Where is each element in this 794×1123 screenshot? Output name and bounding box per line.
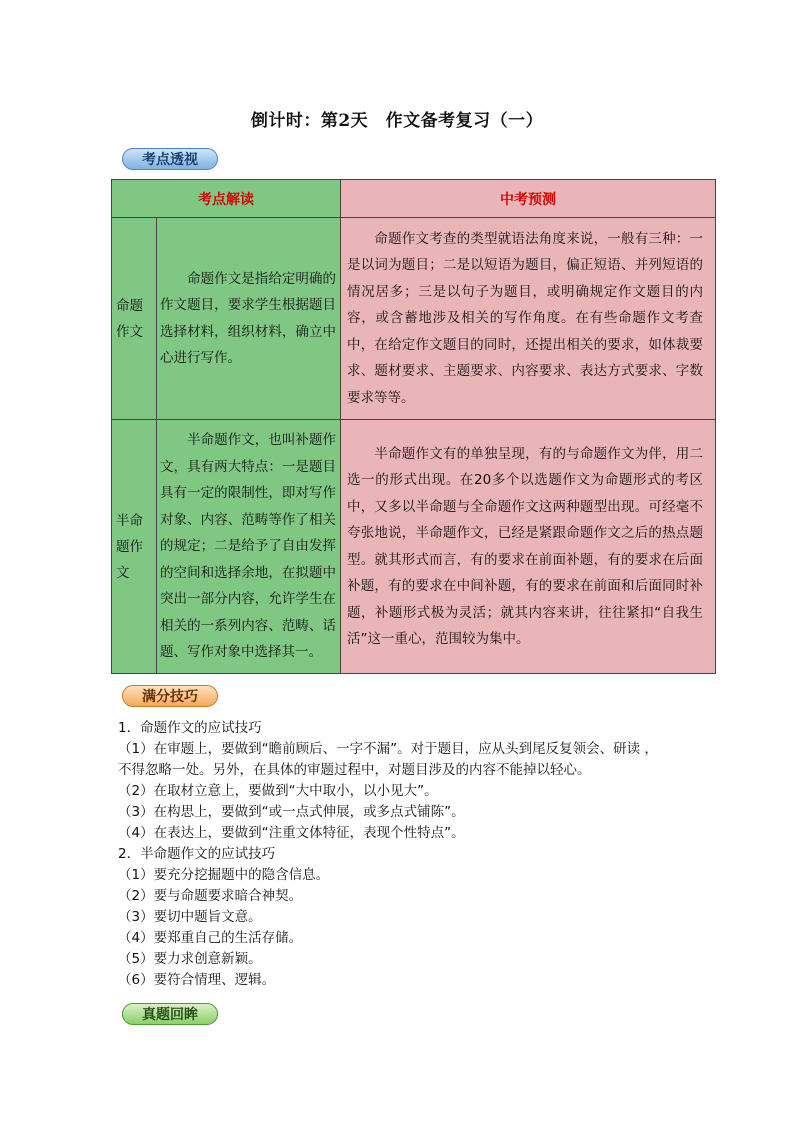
section-badge-review: 真题回眸 xyxy=(122,1003,218,1025)
prediction-cell: 命题作文考查的类型就语法角度来说，一般有三种：一是以词为题目；二是以短语为题目，偏正短语、并列短语的情况居多；三是以句子为题目，或明确规定作文题目的内容，或含蓄地涉及相关的写作角度。在有些命题作文考查中，在给定作文题目的同时，还提出相关的要求，如体裁要求、题材要求、主题要求、内容要求、表达方式要求、字数要求等等。 xyxy=(341,218,716,420)
tips-heading: 2．半命题作文的应试技巧 xyxy=(118,846,276,862)
tip-item: 不得忽略一处。另外，在具体的审题过程中，对题目涉及的内容不能掉以轻心。 xyxy=(118,762,591,778)
tip-item: （5）要力求创意新颖。 xyxy=(118,951,262,967)
exam-points-table xyxy=(111,179,716,674)
table-header-row xyxy=(112,180,716,218)
header-interpretation: 考点解读 xyxy=(112,180,341,218)
section-badge-overview: 考点透视 xyxy=(122,148,218,170)
tips-list xyxy=(118,718,718,991)
table-row xyxy=(112,420,716,674)
header-prediction: 中考预测 xyxy=(341,180,716,218)
section-badge-skills: 满分技巧 xyxy=(122,685,218,707)
tip-item: （6）要符合情理、逻辑。 xyxy=(118,972,276,988)
tip-item: （3）要切中题旨文意。 xyxy=(118,909,262,925)
tip-item: （3）在构思上，要做到“或一点式伸展，或多点式铺陈”。 xyxy=(118,804,465,820)
tip-item: （4）要郑重自己的生活存储。 xyxy=(118,930,303,946)
table-row xyxy=(112,218,716,420)
tip-item: （2）在取材立意上，要做到“大中取小，以小见大”。 xyxy=(118,783,438,799)
interpretation-cell: 半命题作文，也叫补题作文，具有两大特点：一是题目具有一定的限制性，即对写作对象、内容、范畴等作了相关的规定；二是给予了自由发挥的空间和选择余地，在拟题中突出一部分内容，允许学生在相关的一系列内容、范畴、话题、写作对象中选择其一。 xyxy=(157,420,341,674)
tip-item: （1）要充分挖掘题中的隐含信息。 xyxy=(118,867,330,883)
tip-item: （1）在审题上，要做到“瞻前顾后、一字不漏”。对于题目，应从头到尾反复领会、研读 ， xyxy=(118,741,658,757)
interpretation-cell: 命题作文是指给定明确的作文题目，要求学生根据题目选择材料，组织材料，确立中心进行写作。 xyxy=(157,218,341,420)
tip-item: （2）要与命题要求暗合神契。 xyxy=(118,888,303,904)
row-label: 半命题作文 xyxy=(112,420,157,674)
prediction-cell: 半命题作文有的单独呈现，有的与命题作文为伴，用二选一的形式出现。在20多个以选题作文为命题形式的考区中，又多以半命题与全命题作文这两种题型出现。可经毫不夸张地说，半命题作文，已经是紧跟命题作文之后的热点题型。就其形式而言，有的要求在前面补题，有的要求在后面补题，有的要求在中间补题，有的要求在前面和后面同时补题，补题形式极为灵活；就其内容来讲，往往紧扣“自我生活”这一重心，范围较为集中。 xyxy=(341,420,716,674)
page-title: 倒计时：第2天 作文备考复习（一） xyxy=(250,111,544,131)
row-label: 命题作文 xyxy=(112,218,157,420)
tips-heading: 1．命题作文的应试技巧 xyxy=(118,720,262,736)
tip-item: （4）在表达上，要做到“注重文体特征，表现个性特点”。 xyxy=(118,825,465,841)
